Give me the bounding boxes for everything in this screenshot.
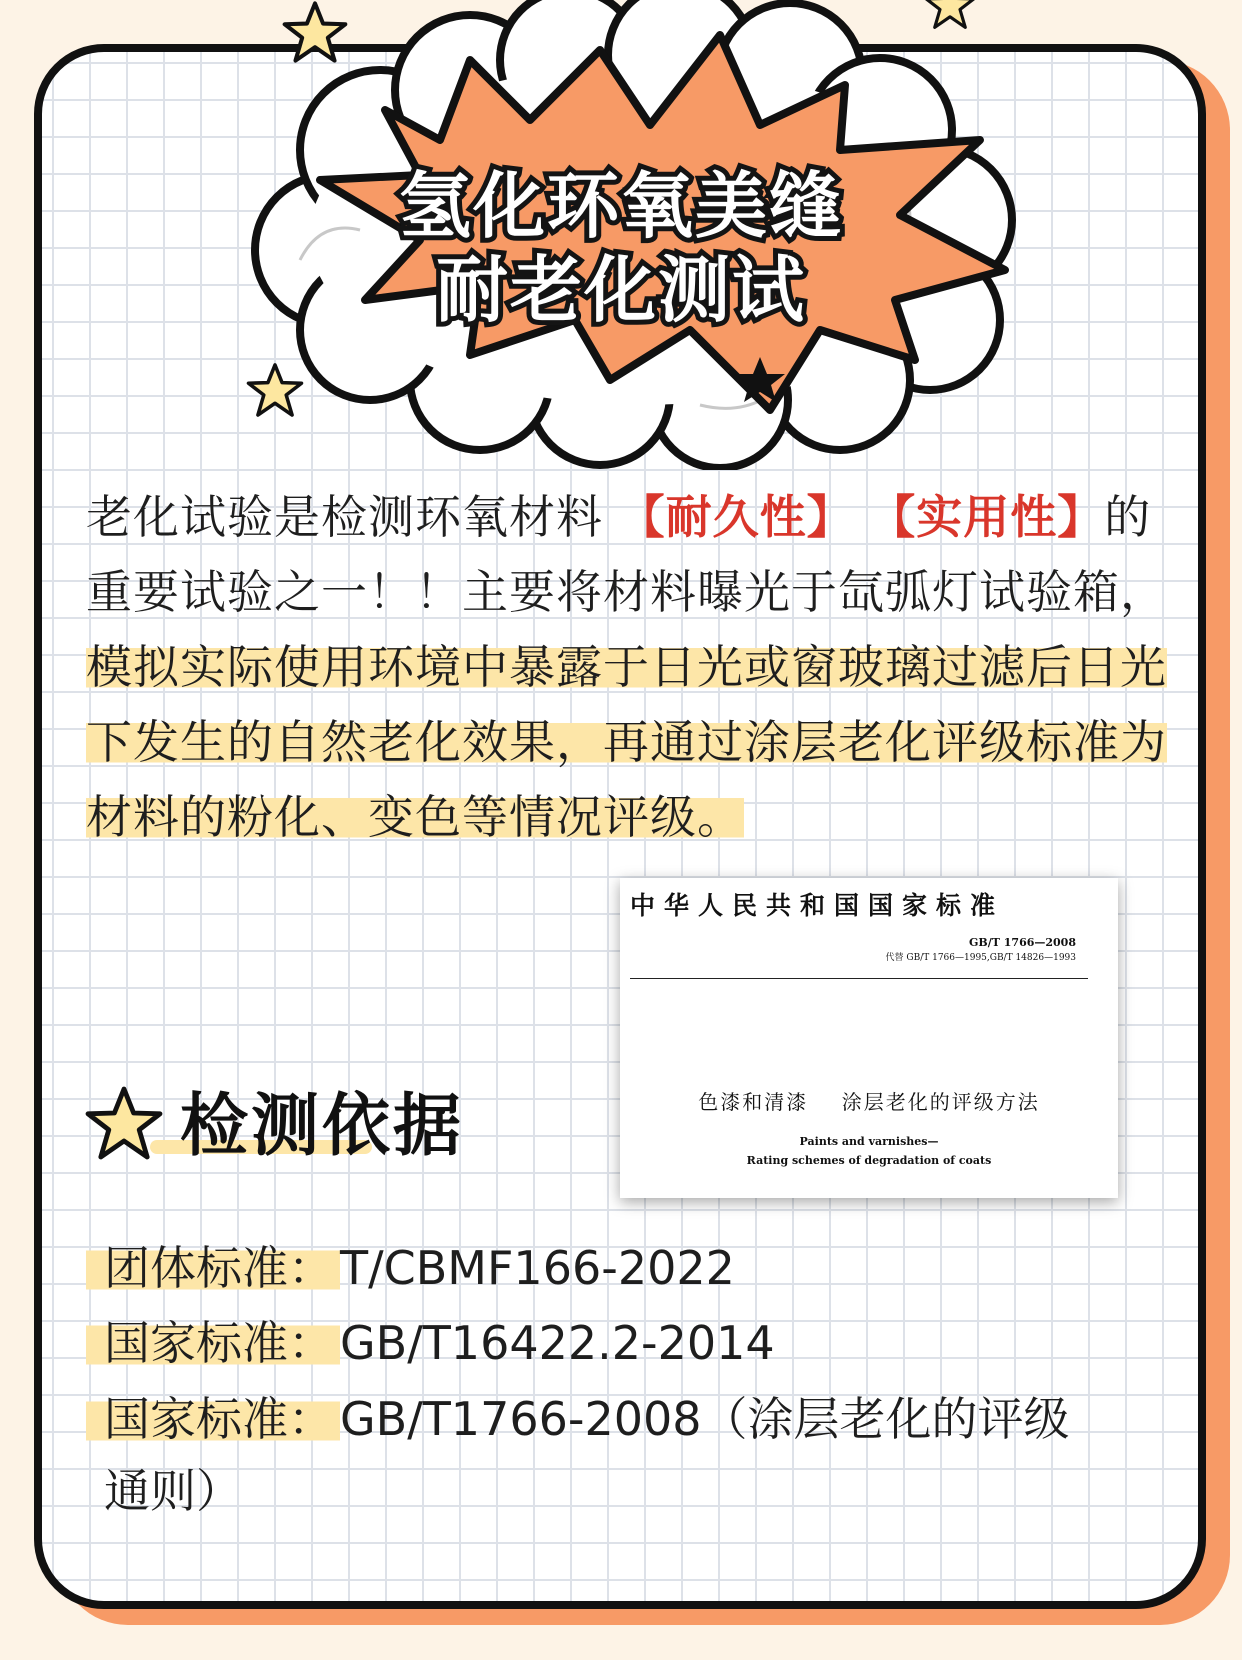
star-icon xyxy=(920,0,980,30)
standard-value: GB/T1766-2008（涂层老化的评级 xyxy=(340,1392,1070,1446)
keyword-durability: 【耐久性】 xyxy=(618,490,854,544)
standard-value-continuation: 通则） xyxy=(104,1464,242,1518)
document-header: 中华人民共和国国家标准 xyxy=(630,891,1005,920)
star-icon xyxy=(280,0,350,64)
section-title: 检测依据 xyxy=(180,1087,465,1166)
standard-row xyxy=(104,1307,775,1373)
document-code: GB/T 1766—2008 xyxy=(969,936,1076,949)
intro-paragraph xyxy=(86,480,1176,855)
intro-text-2: 的重要试验之一！！主要将材料曝光于氙弧灯试验箱， xyxy=(86,490,1167,619)
document-replaces: 代替 GB/T 1766—1995,GB/T 14826—1993 xyxy=(885,953,1076,963)
document-title-cn: 色漆和清漆 涂层老化的评级方法 xyxy=(698,1090,1040,1114)
standard-value: GB/T16422.2-2014 xyxy=(340,1316,775,1370)
standard-row xyxy=(104,1383,1070,1449)
standard-document-image xyxy=(620,878,1118,1198)
standard-label: 团体标准： xyxy=(86,1241,340,1295)
title-line-2: 耐老化测试 xyxy=(435,248,806,332)
document-title-en-1: Paints and varnishes— xyxy=(799,1135,939,1148)
title-line-1: 氢化环氧美缝 xyxy=(398,164,843,248)
intro-highlight: 模拟实际使用环境中暴露于日光或窗玻璃过滤后日光下发生的自然老化效果，再通过涂层老化评级标准为材料的粉化、变色等情况评级。 xyxy=(86,640,1167,844)
star-icon xyxy=(84,1085,164,1161)
star-icon xyxy=(244,362,306,418)
document-title-en-2: Rating schemes of degradation of coats xyxy=(746,1154,992,1167)
standard-row xyxy=(104,1232,735,1298)
standard-label: 国家标准： xyxy=(86,1316,340,1370)
keyword-practicality: 【实用性】 xyxy=(869,490,1105,544)
intro-text-1: 老化试验是检测环氧材料 xyxy=(86,490,603,544)
standard-label: 国家标准： xyxy=(86,1392,340,1446)
document-rule xyxy=(630,978,1088,979)
standard-value: T/CBMF166-2022 xyxy=(340,1241,735,1295)
